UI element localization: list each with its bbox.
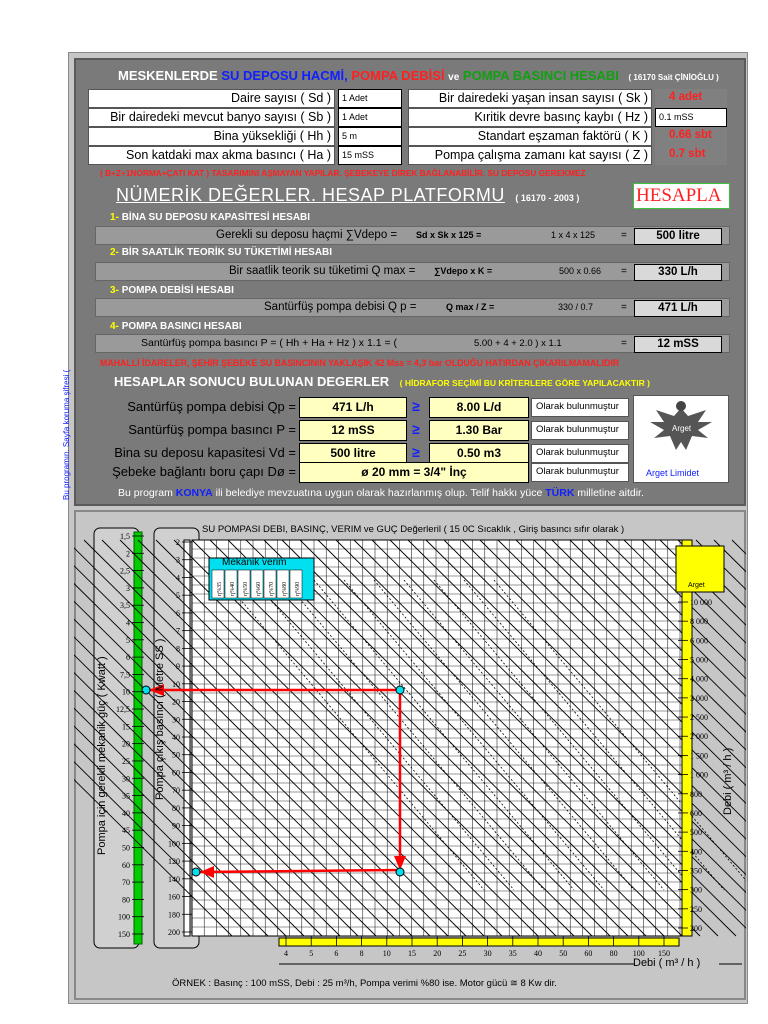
pressure-tick-label: 180 (168, 910, 180, 920)
flow-tick-label: 300 (690, 885, 702, 895)
result-label-pipe: Şebeke bağlantı boru çapı Dø = (112, 464, 296, 479)
power-tick-label: 2 (126, 549, 130, 559)
sb-label: Bir dairedeki mevcut banyo sayısı ( Sb ) (88, 108, 335, 127)
result-vdepo: 500 litre (634, 228, 722, 245)
flow-tick-label: 5 000 (690, 655, 708, 665)
geq-symbol: ≥ (412, 444, 420, 460)
pressure-tick-label: 140 (168, 874, 180, 884)
efficiency-label: η%80 (282, 581, 288, 596)
flow-tick-label: 250 (690, 904, 702, 914)
k-label: Standart eşzaman faktörü ( K ) (408, 127, 652, 146)
pressure-tick-label: 9 (176, 662, 180, 672)
bottom-flow-tick-label: 4 (284, 949, 288, 958)
calc-row-1: Gerekli su deposu haçmi ∑Vdepo = Sd x Sk x 125 = 1 x 4 x 125 = (95, 226, 730, 245)
pressure-tick-label: 20 (172, 697, 180, 707)
result-pressure: 12 mSS (634, 336, 722, 353)
flow-tick-label: 6 000 (690, 636, 708, 646)
flow-tick-label: 2 500 (690, 713, 708, 723)
pump-nomogram (74, 510, 746, 1000)
efficiency-label: η%35 (217, 581, 223, 596)
pressure-tick-label: 50 (172, 750, 180, 760)
result-note-pressure: Olarak bulunmuştur (531, 421, 629, 440)
result-note-debi: Olarak bulunmuştur (531, 398, 629, 417)
efficiency-label: η%70 (269, 581, 275, 596)
chart-title: SU POMPASI DEBI, BASINÇ, VERIM ve GUÇ Değerleril ( 15 0C Sıcaklık , Giriş basıncı sıfır olarak ) (202, 524, 625, 535)
pressure-tick-label: 10 (172, 679, 180, 689)
results-header: HESAPLAR SONUCU BULUNAN DEGERLER ( HİDRAFOR SEÇİMİ BU KRİTERLERE GÖRE YAPILACAKTIR ) (114, 374, 650, 389)
power-tick-label: 150 (118, 930, 130, 939)
result-label-pressure: Santürfüş pompa basıncı P = (128, 422, 296, 437)
note-city-pressure: MAHALLİ İDARELER, ŞEHİR ŞEBEKE SU BASINCININ YAKLAŞIK 42 Mss = 4,3 bar OLDUĞU HATIRDAN ÇIKARILMAMALIDIR (100, 358, 620, 368)
calc-row-3: Santürfüş pompa debisi Q p = Q max / Z = 330 / 0.7 = (95, 298, 730, 317)
flow-tick-label: 4 000 (690, 674, 708, 684)
result-label-capacity: Bina su deposu kapasitesi Vd = (114, 445, 296, 460)
pressure-tick-label: 160 (168, 892, 180, 902)
flow-tick-label: 800 (690, 789, 702, 799)
bottom-flow-tick-label: 100 (632, 949, 645, 958)
chart-logo-text: Arget (688, 582, 705, 589)
bottom-flow-tick-label: 150 (658, 949, 670, 958)
pressure-tick-label: 7 (176, 626, 180, 636)
marker-point (396, 686, 404, 694)
pressure-tick-label: 90 (172, 821, 180, 831)
hh-label: Bina yüksekliği ( Hh ) (88, 127, 335, 146)
marker-point (192, 868, 200, 876)
section-1-header: 1- BİNA SU DEPOSU KAPASİTESİ HESABI (88, 211, 732, 224)
result-min-capacity: 0.50 m3 (429, 443, 529, 464)
bottom-axis-label: Debi ( m³ / h ) (633, 957, 701, 969)
bottom-flow-tick-label: 30 (483, 949, 492, 958)
hz-label: Kıritik devre basınç kaybı ( Hz ) (408, 108, 652, 127)
power-tick-label: 15 (122, 722, 130, 732)
eff-legend-title: Mekanik verim (222, 557, 287, 568)
sk-label: Bir dairedeki yaşan insan sayısı ( Sk ) (408, 89, 652, 108)
flow-tick-label: 500 (690, 828, 702, 838)
bottom-flow-tick-label: 40 (534, 949, 542, 958)
marker-point (396, 868, 404, 876)
result-qp: 471 L/h (634, 300, 722, 317)
pressure-tick-label: 4 (176, 573, 180, 583)
power-tick-label: 3,5 (120, 601, 130, 611)
sd-label: Daire sayısı ( Sd ) (88, 89, 335, 108)
power-tick-label: 30 (122, 774, 130, 784)
power-tick-label: 80 (122, 895, 130, 905)
power-tick-label: 50 (122, 843, 130, 853)
marker-point (142, 686, 150, 694)
sk-value: 4 adet (655, 89, 727, 108)
result-note-capacity: Olarak bulunmuştur (531, 444, 629, 463)
bottom-flow-tick-label: 20 (433, 949, 442, 958)
z-label: Pompa çalışma zamanı kat sayısı ( Z ) (408, 146, 652, 165)
flow-tick-label: 350 (690, 866, 702, 876)
bottom-flow-tick-label: 60 (584, 949, 593, 958)
flow-tick-label: 1 500 (690, 751, 708, 761)
flow-tick-label: 10 000 (690, 598, 712, 607)
pressure-tick-label: 70 (172, 786, 180, 796)
power-tick-label: 3 (126, 583, 130, 593)
power-tick-label: 2,5 (120, 566, 130, 576)
efficiency-label: η%60 (256, 581, 262, 596)
power-tick-label: 6 (126, 653, 130, 663)
hz-input[interactable]: 0.1 mSS (655, 108, 727, 127)
flow-tick-label: 2 000 (690, 732, 708, 742)
left-axis-label: Pompa için gerekli mekanik güç ( Kwatt ) (96, 656, 108, 855)
flow-tick-label: 600 (690, 808, 702, 818)
power-tick-label: 25 (122, 756, 130, 766)
geq-symbol: ≥ (412, 421, 420, 437)
power-tick-label: 5 (126, 635, 130, 645)
power-tick-label: 60 (122, 860, 130, 870)
pressure-tick-label: 120 (168, 857, 180, 867)
bottom-flow-tick-label: 6 (334, 949, 339, 958)
power-tick-label: 45 (122, 826, 130, 836)
pressure-tick-label: 40 (172, 733, 180, 742)
flow-tick-label: 1 000 (690, 770, 708, 780)
result-value-debi: 471 L/h (299, 397, 407, 418)
power-tick-label: 70 (122, 878, 130, 888)
efficiency-label: η%90 (295, 581, 301, 596)
right-axis-label: Debi ( m³ / h ) (722, 747, 734, 815)
power-tick-label: 40 (122, 808, 130, 818)
power-tick-label: 10 (122, 687, 130, 697)
pressure-tick-label: 30 (172, 715, 180, 725)
bottom-flow-tick-label: 5 (309, 949, 314, 958)
result-value-pipe: ø 20 mm = 3/4" İnç (299, 462, 529, 483)
power-tick-label: 100 (118, 912, 130, 922)
pressure-tick-label: 3 (176, 555, 180, 565)
result-min-debi: 8.00 L/d (429, 397, 529, 418)
power-tick-label: 1,5 (120, 532, 130, 541)
hh-input[interactable]: 5 m (338, 127, 402, 146)
result-note-pipe: Olarak bulunmuştur (531, 463, 629, 482)
z-value: 0.7 sbt (655, 146, 727, 165)
result-value-capacity: 500 litre (299, 443, 407, 464)
power-tick-label: 7,5 (120, 670, 130, 680)
result-label-debi: Santürfüş pompa debisi Qp = (127, 399, 296, 414)
ha-input[interactable]: 15 mSS (338, 146, 402, 165)
pressure-tick-label: 200 (168, 928, 180, 937)
bottom-flow-tick-label: 50 (559, 949, 568, 958)
efficiency-label: η%50 (243, 581, 249, 596)
section-3-header: 3- POMPA DEBİSİ HESABI (88, 284, 732, 297)
bottom-flow-tick-label: 15 (408, 949, 416, 958)
pressure-tick-label: 2 (176, 538, 180, 547)
ha-label: Son katdaki max akma basıncı ( Ha ) (88, 146, 335, 165)
efficiency-label: η%40 (230, 581, 236, 596)
calculate-button[interactable]: HESAPLA (633, 183, 730, 209)
bottom-flow-tick-label: 10 (382, 949, 391, 958)
flow-tick-label: 3 000 (690, 693, 708, 703)
power-tick-label: 20 (122, 739, 130, 749)
platform-title: NÜMERİK DEĞERLER. HESAP PLATFORMU ( 16170 - 2003 ) (116, 185, 580, 205)
power-tick-label: 4 (126, 618, 130, 628)
power-tick-label: 35 (122, 791, 130, 801)
calc-row-4: Santürfüş pompa basıncı P = ( Hh + Ha + Hz ) x 1.1 = ( 5.00 + 4 + 2.0 ) x 1.1 = (95, 334, 730, 353)
result-qmax: 330 L/h (634, 264, 722, 281)
k-value: 0.66 sbt (655, 127, 727, 146)
company-logo: Arget Arget Limidet (633, 395, 729, 483)
pressure-tick-label: 5 (176, 591, 180, 601)
note-building-type: ( B+Z+1NORMA+ÇATI KAT ) TASARIMINI AŞMAYAN YAPILAR. ŞEBEKEYE DİREK BAĞLANABİLİR. SU DEPOSU GEREKMEZ (100, 168, 586, 178)
flow-tick-label: 200 (690, 924, 702, 933)
bottom-flow-axis-bar (279, 938, 679, 946)
section-4-header: 4- POMPA BASINCI HESABI (88, 320, 732, 333)
pressure-tick-label: 6 (176, 608, 180, 618)
pressure-tick-label: 80 (172, 803, 180, 813)
power-tick-label: 12,5 (116, 705, 130, 715)
result-min-pressure: 1.30 Bar (429, 420, 529, 441)
main-title: MESKENLERDE SU DEPOSU HACMİ, POMPA DEBİSİ ve POMPA BASINCI HESABI ( 16170 Sait ÇİNİOĞLU ) (118, 68, 719, 83)
side-note: Bu programın. Sayfa koruma şifresi ( (62, 369, 71, 500)
calc-row-2: Bir saatlik teorik su tüketimi Q max = ∑Vdepo x K = 500 x 0.66 = (95, 262, 730, 281)
flow-tick-label: 400 (690, 847, 702, 857)
bottom-flow-tick-label: 8 (359, 949, 364, 958)
pressure-axis-bar (184, 540, 190, 936)
copyright-footer: Bu program KONYA ili belediye mevzuatına uygun olarak hazırlanmış olup. Telif hakkı yüce TÜRK milletine aitdir. (118, 487, 644, 499)
sd-input[interactable]: 1 Adet (338, 89, 402, 108)
result-value-pressure: 12 mSS (299, 420, 407, 441)
mid-axis-label: Pompa çıkış basıncı ( Metre SS ) (154, 638, 166, 800)
bottom-flow-tick-label: 80 (609, 949, 618, 958)
flow-tick-label: 8 000 (690, 617, 708, 627)
bottom-flow-tick-label: 35 (508, 949, 517, 958)
geq-symbol: ≥ (412, 398, 420, 414)
example-note: ÖRNEK : Basınç : 100 mSS, Debi : 25 m³/h, Pompa verimi %80 ise. Motor gücü ≅ 8 Kw dir. (172, 978, 557, 989)
sb-input[interactable]: 1 Adet (338, 108, 402, 127)
section-2-header: 2- BİR SAATLİK TEORİK SU TÜKETİMİ HESABI (88, 246, 732, 259)
pressure-tick-label: 8 (176, 644, 180, 654)
pressure-tick-label: 60 (172, 768, 180, 778)
bottom-flow-tick-label: 25 (458, 949, 467, 958)
pressure-tick-label: 100 (168, 839, 180, 849)
